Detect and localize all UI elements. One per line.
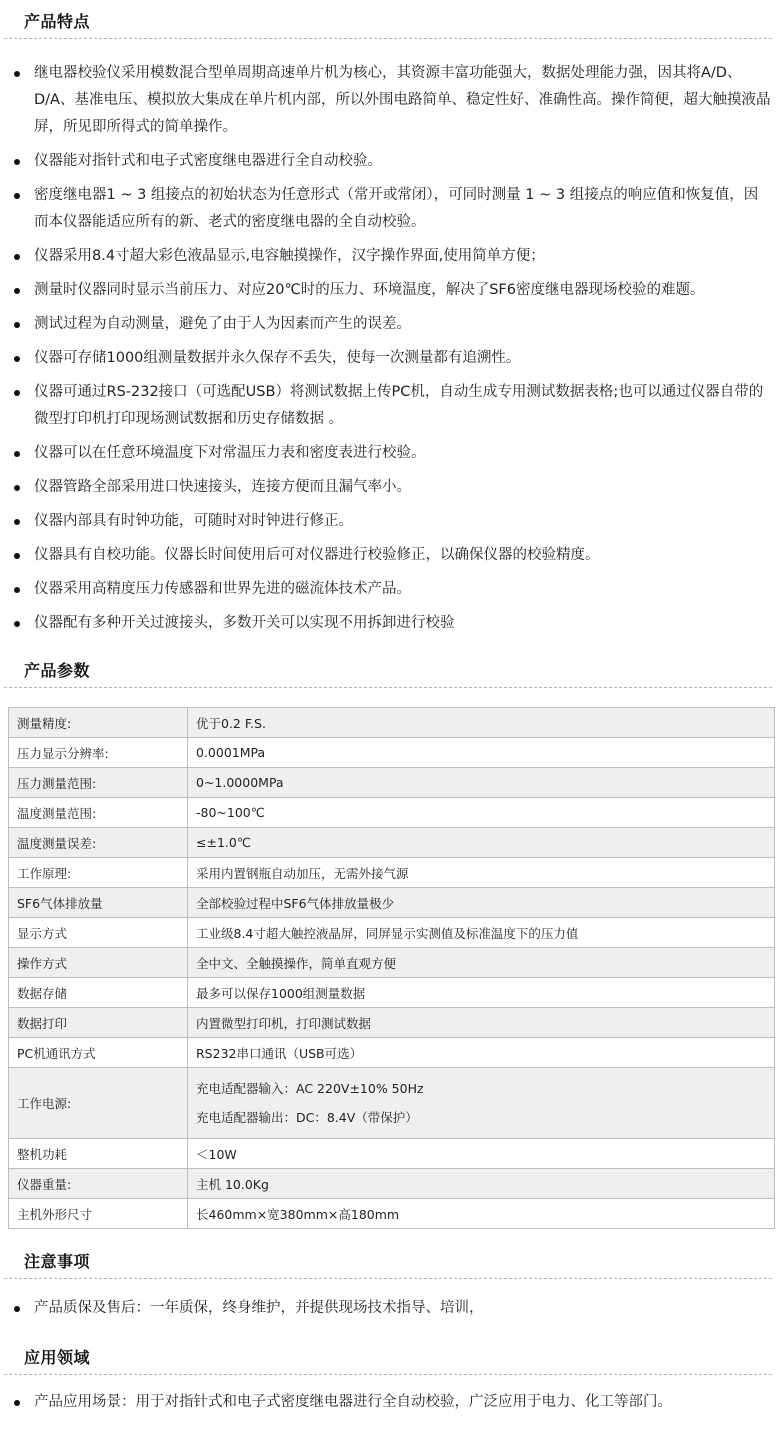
apps-title: 应用领域: [24, 1348, 91, 1367]
param-value: [188, 768, 775, 798]
param-value: [188, 798, 775, 828]
param-row: [9, 978, 775, 1008]
param-value-line: 主机 10.0Kg: [196, 1176, 269, 1192]
feature-item: [0, 542, 776, 569]
notes-list: [0, 1279, 776, 1322]
note-item-text: 产品质保及售后：一年质保，终身维护，并提供现场技术指导、培训，: [34, 1300, 484, 1316]
feature-item: [0, 474, 776, 501]
param-value: [188, 888, 775, 918]
param-label: SF6气体排放量: [9, 888, 188, 918]
bullet-dot-icon: [14, 390, 20, 396]
note-item: [0, 1295, 776, 1322]
param-value: [188, 918, 775, 948]
param-label: 压力显示分辨率:: [9, 738, 188, 768]
param-row: [9, 858, 775, 888]
features-header: [4, 0, 772, 39]
param-value-line: ＜10W: [196, 1146, 237, 1162]
feature-item-text: 测量时仪器同时显示当前压力、对应20℃时的压力、环境温度，解决了SF6密度继电器现场校验的难题。: [34, 282, 705, 298]
bullet-dot-icon: [14, 159, 20, 165]
section-features: [0, 0, 776, 637]
param-value-line: RS232串口通讯（USB可选）: [196, 1045, 363, 1061]
param-row: [9, 1139, 775, 1169]
param-value: [188, 948, 775, 978]
param-row: [9, 1038, 775, 1068]
feature-item-text: 仪器采用8.4寸超大彩色液晶显示,电容触摸操作，汉字操作界面,使用简单方便；: [34, 248, 545, 264]
apps-list: [0, 1375, 776, 1416]
section-params: [0, 649, 776, 1229]
feature-item: [0, 243, 776, 270]
param-value-line: 最多可以保存1000组测量数据: [196, 985, 366, 1001]
param-value: [188, 1169, 775, 1199]
param-label: 操作方式: [9, 948, 188, 978]
feature-item-text: 仪器具有自校功能。仪器长时间使用后可对仪器进行校验修正，以确保仪器的校验精度。: [34, 547, 600, 563]
param-value: [188, 1139, 775, 1169]
feature-item: [0, 182, 776, 236]
param-value-line: 长460mm×宽380mm×高180mm: [196, 1206, 400, 1222]
notes-title: 注意事项: [24, 1252, 91, 1271]
param-row: [9, 1199, 775, 1229]
feature-item-text: 仪器能对指针式和电子式密度继电器进行全自动校验。: [34, 153, 382, 169]
feature-item: [0, 576, 776, 603]
app-item-text: 产品应用场景：用于对指针式和电子式密度继电器进行全自动校验，广泛应用于电力、化工等部门。: [34, 1394, 672, 1410]
param-value: [188, 1199, 775, 1229]
param-label: 仪器重量:: [9, 1169, 188, 1199]
param-label: 温度测量误差:: [9, 828, 188, 858]
feature-item-text: 仪器可通过RS-232接口（可选配USB）将测试数据上传PC机，自动生成专用测试数据表格;也可以通过仪器自带的微型打印机打印现场测试数据和历史存储数据 。: [34, 384, 764, 427]
param-row: [9, 768, 775, 798]
params-table: [8, 707, 775, 1229]
param-value-line: 充电适配器输出：DC：8.4V（带保护）: [196, 1110, 418, 1125]
feature-item: [0, 610, 776, 637]
param-value-line: 工业级8.4寸超大触控液晶屏，同屏显示实测值及标准温度下的压力值: [196, 925, 579, 941]
bullet-dot-icon: [14, 1306, 20, 1312]
param-row: [9, 708, 775, 738]
bullet-dot-icon: [14, 485, 20, 491]
param-value: [188, 738, 775, 768]
param-value: [188, 1068, 775, 1139]
feature-item-text: 仪器采用高精度压力传感器和世界先进的磁流体技术产品。: [34, 581, 411, 597]
param-label: 测量精度:: [9, 708, 188, 738]
param-value-line: 全中文、全触摸操作，简单直观方便: [196, 955, 397, 971]
apps-header: [4, 1336, 772, 1375]
bullet-dot-icon: [14, 519, 20, 525]
app-item: [0, 1389, 776, 1416]
param-row: [9, 1068, 775, 1139]
param-label: PC机通讯方式: [9, 1038, 188, 1068]
param-label: 主机外形尺寸: [9, 1199, 188, 1229]
notes-header: [4, 1240, 772, 1279]
feature-item: [0, 440, 776, 467]
param-label: 温度测量范围:: [9, 798, 188, 828]
param-value-line: 0.0001MPa: [196, 745, 266, 760]
param-row: [9, 798, 775, 828]
param-label: 显示方式: [9, 918, 188, 948]
bullet-dot-icon: [14, 553, 20, 559]
features-title: 产品特点: [24, 12, 91, 31]
params-header: [4, 649, 772, 688]
param-label: 数据打印: [9, 1008, 188, 1038]
feature-item-text: 仪器配有多种开关过渡接头，多数开关可以实现不用拆卸进行校验: [34, 615, 455, 631]
features-list: [0, 39, 776, 637]
feature-item-text: 仪器管路全部采用进口快速接头，连接方便而且漏气率小。: [34, 479, 411, 495]
bullet-dot-icon: [14, 71, 20, 77]
bullet-dot-icon: [14, 322, 20, 328]
feature-item-text: 继电器校验仪采用模数混合型单周期高速单片机为核心，其资源丰富功能强大，数据处理能力强，因其将A/D、D/A、基准电压、模拟放大集成在单片机内部，所以外围电路简单、稳定性好、准确性高。操作简便，超大触摸液晶屏，所见即所得式的简单操作。: [34, 65, 771, 135]
param-value-line: ≤±1.0℃: [196, 835, 251, 850]
param-row: [9, 738, 775, 768]
bullet-dot-icon: [14, 288, 20, 294]
param-row: [9, 948, 775, 978]
param-value-line: 采用内置钢瓶自动加压，无需外接气源: [196, 865, 409, 881]
param-value-line: 全部校验过程中SF6气体排放量极少: [196, 895, 395, 911]
bullet-dot-icon: [14, 1400, 20, 1406]
param-row: [9, 1008, 775, 1038]
feature-item: [0, 148, 776, 175]
param-value-line: 优于0.2 F.S.: [196, 715, 266, 731]
param-value-line: 内置微型打印机，打印测试数据: [196, 1015, 372, 1031]
feature-item-text: 仪器内部具有时钟功能，可随时对时钟进行修正。: [34, 513, 353, 529]
param-value-line: -80~100℃: [196, 805, 265, 820]
param-label: 工作电源:: [9, 1068, 188, 1139]
section-apps: [0, 1336, 776, 1416]
param-value-line: 充电适配器输入：AC 220V±10% 50Hz: [196, 1081, 424, 1096]
param-row: [9, 828, 775, 858]
param-row: [9, 888, 775, 918]
bullet-dot-icon: [14, 254, 20, 260]
params-title: 产品参数: [24, 661, 91, 680]
param-value-line: 0~1.0000MPa: [196, 775, 284, 790]
feature-item-text: 密度继电器1 ~ 3 组接点的初始状态为任意形式（常开或常闭），可同时测量 1 ~ 3 组接点的响应值和恢复值，因而本仪器能适应所有的新、老式的密度继电器的全自动校验。: [34, 187, 759, 230]
param-row: [9, 918, 775, 948]
param-row: [9, 1169, 775, 1199]
param-value: [188, 708, 775, 738]
feature-item: [0, 311, 776, 338]
param-label: 工作原理:: [9, 858, 188, 888]
bullet-dot-icon: [14, 587, 20, 593]
feature-item-text: 仪器可存储1000组测量数据并永久保存不丢失，使每一次测量都有追溯性。: [34, 350, 521, 366]
feature-item: [0, 379, 776, 433]
bullet-dot-icon: [14, 451, 20, 457]
section-notes: [0, 1240, 776, 1322]
param-label: 整机功耗: [9, 1139, 188, 1169]
feature-item: [0, 277, 776, 304]
param-value: [188, 1038, 775, 1068]
param-label: 压力测量范围:: [9, 768, 188, 798]
bullet-dot-icon: [14, 356, 20, 362]
param-value: [188, 858, 775, 888]
feature-item: [0, 60, 776, 141]
param-label: 数据存储: [9, 978, 188, 1008]
feature-item: [0, 508, 776, 535]
bullet-dot-icon: [14, 193, 20, 199]
param-value: [188, 1008, 775, 1038]
feature-item: [0, 345, 776, 372]
bullet-dot-icon: [14, 621, 20, 627]
param-value: [188, 828, 775, 858]
feature-item-text: 测试过程为自动测量，避免了由于人为因素而产生的误差。: [34, 316, 411, 332]
param-value: [188, 978, 775, 1008]
feature-item-text: 仪器可以在任意环境温度下对常温压力表和密度表进行校验。: [34, 445, 426, 461]
